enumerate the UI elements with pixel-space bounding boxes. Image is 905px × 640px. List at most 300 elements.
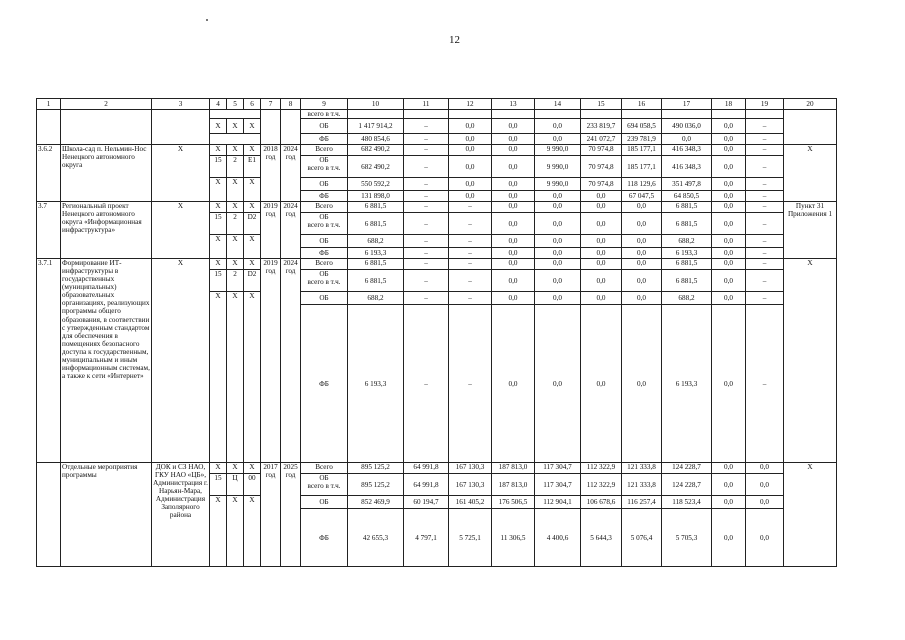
value-cell: 1 417 914,2 [348,119,404,134]
value-cell: 124 228,7 [662,474,712,496]
code-cell: 15 [210,156,227,178]
value-cell: – [746,292,784,305]
value-cell: 6 881,5 [662,270,712,292]
value-cell: 0,0 [712,509,746,567]
value-cell: 490 036,0 [662,119,712,134]
value-cell: 682 490,2 [348,145,404,156]
cell-year-end: 2025 год [281,463,301,567]
source-label: ФБ [301,305,348,463]
value-cell: – [404,213,449,235]
cell-year-start [261,110,281,145]
code-cell: 2 [227,213,244,235]
value-cell [449,110,492,119]
value-cell: 895 125,2 [348,463,404,474]
value-cell: 0,0 [622,259,662,270]
column-number: 4 [210,99,227,110]
column-number: 18 [712,99,746,110]
value-cell: 0,0 [712,305,746,463]
value-cell: – [746,134,784,145]
source-label: Всего [301,145,348,156]
value-cell: 121 333,8 [622,463,662,474]
column-number: 14 [535,99,581,110]
value-cell: 0,0 [535,248,581,259]
code-cell: Х [210,178,227,202]
value-cell: – [449,202,492,213]
value-cell: 0,0 [746,509,784,567]
value-cell: – [404,191,449,202]
value-cell: 0,0 [581,259,622,270]
value-cell: 0,0 [662,134,712,145]
value-cell: 0,0 [712,292,746,305]
value-cell: – [404,202,449,213]
value-cell: 64 850,5 [662,191,712,202]
value-cell: – [404,292,449,305]
source-label: ОБ [301,178,348,191]
code-cell: 15 [210,213,227,235]
code-cell: Х [244,496,261,567]
code-cell: Х [210,496,227,567]
value-cell: 852 469,9 [348,496,404,509]
code-cell: Х [244,178,261,202]
column-number: 7 [261,99,281,110]
code-cell: 2 [227,156,244,178]
value-cell: 5 076,4 [622,509,662,567]
value-cell: 64 991,8 [404,474,449,496]
value-cell: 187 813,0 [492,474,535,496]
source-label: ФБ [301,248,348,259]
source-label: ОБ [319,156,329,165]
value-cell: 0,0 [712,474,746,496]
column-number: 11 [404,99,449,110]
source-label: ОБ [301,496,348,509]
value-cell: 6 881,5 [348,270,404,292]
value-cell: 688,2 [348,292,404,305]
code-cell: Х [210,235,227,259]
column-number: 12 [449,99,492,110]
value-cell: 6 881,5 [662,213,712,235]
cell-year-start: 2018 год [261,145,281,202]
value-cell: 121 333,8 [622,474,662,496]
code-cell: 15 [210,270,227,292]
value-cell: 351 497,8 [662,178,712,191]
value-cell: – [449,270,492,292]
value-cell [712,110,746,119]
value-cell: 6 881,5 [348,259,404,270]
budget-table [36,98,837,567]
column-number: 10 [348,99,404,110]
source-label: ОБ [319,474,329,483]
table-row [37,259,837,270]
cell-year-start: 2019 год [261,259,281,463]
column-number: 5 [227,99,244,110]
value-cell: 6 881,5 [662,259,712,270]
value-cell: 9 990,0 [535,178,581,191]
value-cell: – [449,248,492,259]
value-cell [622,110,662,119]
cell-number: 3.6.2 [37,145,61,202]
value-cell: 0,0 [622,235,662,248]
value-cell: 233 819,7 [581,119,622,134]
value-cell: 0,0 [712,248,746,259]
value-cell: 0,0 [492,145,535,156]
value-cell: 895 125,2 [348,474,404,496]
cell-note [784,110,837,145]
value-cell: 6 193,3 [348,248,404,259]
value-cell: 112 322,9 [581,463,622,474]
value-cell [746,110,784,119]
code-cell: Х [210,463,227,474]
value-cell: 4 400,6 [535,509,581,567]
value-cell: 6 193,3 [348,305,404,463]
value-cell: 4 797,1 [404,509,449,567]
source-label: ОБ [301,292,348,305]
value-cell: 0,0 [622,292,662,305]
code-cell: Х [227,496,244,567]
value-cell: – [746,235,784,248]
cell-executor [152,110,210,145]
value-cell: 0,0 [449,191,492,202]
code-cell: Х [210,292,227,463]
value-cell: 0,0 [712,259,746,270]
code-cell: 00 [244,474,261,496]
value-cell: – [449,305,492,463]
value-cell: 0,0 [581,270,622,292]
source-label: Всего [301,463,348,474]
value-cell: – [746,119,784,134]
value-cell: 0,0 [492,213,535,235]
cell-name: Школа-сад п. Нельмин-Нос Ненецкого автономного округа [61,145,152,202]
value-cell: 416 348,3 [662,145,712,156]
value-cell: 0,0 [712,191,746,202]
code-cell: Х [227,145,244,156]
value-cell: 688,2 [662,292,712,305]
value-cell: 0,0 [712,463,746,474]
value-cell: – [746,202,784,213]
value-cell: 0,0 [492,248,535,259]
source-label: ФБ [301,509,348,567]
value-cell: 0,0 [492,259,535,270]
value-cell: 70 974,8 [581,178,622,191]
code-cell: Х [244,119,261,134]
value-cell: – [449,292,492,305]
code-cell: Х [210,119,227,134]
value-cell: 0,0 [712,178,746,191]
value-cell: 70 974,8 [581,145,622,156]
cell-name: Региональный проект Ненецкого автономного округа «Информационная инфраструктура» [61,202,152,259]
value-cell: 0,0 [712,202,746,213]
value-cell: 0,0 [492,134,535,145]
cell-number [37,463,61,567]
value-cell: 6 881,5 [348,213,404,235]
value-cell [662,110,712,119]
source-sublabel: всего в т.ч. [307,278,341,287]
value-cell: 0,0 [535,191,581,202]
source-label: Всего [301,259,348,270]
value-cell: 0,0 [535,213,581,235]
code-cell: Х [210,145,227,156]
column-number: 20 [784,99,837,110]
cell-year-end: 2024 год [281,145,301,202]
source-label: ОБ [319,270,329,279]
source-label: ФБ [301,191,348,202]
value-cell: 0,0 [449,119,492,134]
value-cell: 9 990,0 [535,156,581,178]
source-sublabel: всего в т.ч. [307,164,341,173]
value-cell: 0,0 [535,119,581,134]
value-cell: 112 322,9 [581,474,622,496]
column-number: 9 [301,99,348,110]
value-cell: 0,0 [492,270,535,292]
value-cell [404,110,449,119]
value-cell: 0,0 [492,191,535,202]
source-label: Всего [301,202,348,213]
value-cell: 0,0 [535,202,581,213]
value-cell: 6 193,3 [662,305,712,463]
code-cell: Х [227,463,244,474]
value-cell: 6 193,3 [662,248,712,259]
value-cell: 118 523,4 [662,496,712,509]
value-cell: – [404,156,449,178]
code-cell: D2 [244,213,261,235]
value-cell: 167 130,3 [449,463,492,474]
source-label: всего в т.ч. [301,110,348,119]
value-cell: 0,0 [712,156,746,178]
value-cell [492,110,535,119]
value-cell [535,110,581,119]
value-cell: 0,0 [712,235,746,248]
value-cell: 550 592,2 [348,178,404,191]
value-cell: 112 904,1 [535,496,581,509]
value-cell: 0,0 [492,202,535,213]
code-cell: Х [227,235,244,259]
value-cell: 0,0 [449,156,492,178]
value-cell: 9 990,0 [535,145,581,156]
value-cell: 0,0 [449,178,492,191]
value-cell: – [404,178,449,191]
value-cell: 0,0 [492,305,535,463]
value-cell: 688,2 [348,235,404,248]
value-cell: 5 705,3 [662,509,712,567]
value-cell: 167 130,3 [449,474,492,496]
source-label [301,270,348,292]
value-cell: 0,0 [746,463,784,474]
cell-year-start: 2017 год [261,463,281,567]
value-cell: 0,0 [581,305,622,463]
value-cell: 64 991,8 [404,463,449,474]
code-cell: Х [244,463,261,474]
cell-executor: Х [152,145,210,202]
value-cell: – [746,178,784,191]
value-cell: 0,0 [449,145,492,156]
cell-name: Отдельные мероприятия программы [61,463,152,567]
value-cell: – [746,248,784,259]
column-number: 17 [662,99,712,110]
code-cell: Е1 [244,156,261,178]
value-cell: – [404,248,449,259]
value-cell: 6 881,5 [348,202,404,213]
value-cell: 0,0 [581,191,622,202]
page-number: 12 [449,34,460,46]
source-label: ОБ [301,235,348,248]
value-cell: 0,0 [712,145,746,156]
value-cell: 0,0 [712,496,746,509]
table-row [37,110,837,119]
value-cell: 0,0 [622,213,662,235]
value-cell: 185 177,1 [622,145,662,156]
value-cell: – [449,235,492,248]
source-label [301,156,348,178]
value-cell [581,110,622,119]
value-cell: 42 655,3 [348,509,404,567]
value-cell: 0,0 [746,474,784,496]
column-number: 15 [581,99,622,110]
value-cell: 0,0 [535,259,581,270]
value-cell: 0,0 [535,305,581,463]
cell-executor: Х [152,259,210,463]
value-cell: – [746,191,784,202]
code-cell: Х [227,178,244,202]
value-cell: 480 854,6 [348,134,404,145]
code-cell: Х [210,259,227,270]
value-cell: 0,0 [492,235,535,248]
cell-number [37,110,61,145]
value-cell: 5 644,3 [581,509,622,567]
code-cell [210,134,261,145]
value-cell: 0,0 [535,235,581,248]
scan-dot [206,19,208,21]
cell-year-end [281,110,301,145]
code-cell: Ц [227,474,244,496]
code-cell: Х [227,119,244,134]
cell-executor: Х [152,202,210,259]
table-row [37,99,837,110]
column-number: 1 [37,99,61,110]
code-cell: Х [227,259,244,270]
value-cell: 0,0 [581,292,622,305]
value-cell: 0,0 [622,202,662,213]
value-cell: – [404,259,449,270]
code-cell: 15 [210,474,227,496]
table-row [37,463,837,474]
code-cell: 2 [227,270,244,292]
cell-name: Формирование ИТ-инфраструктуры в государственных (муниципальных) образовательных организациях, реализующих программы общего образования, в соответствии с утвержденным стандартом для обеспечения в помещениях безопасного доступа к государственным, муниципальным и иным информационным системам, а также к сети «Интернет» [61,259,152,463]
cell-year-end: 2024 год [281,259,301,463]
source-sublabel: всего в т.ч. [307,482,341,491]
value-cell: 0,0 [622,248,662,259]
column-number: 8 [281,99,301,110]
value-cell: 0,0 [492,119,535,134]
value-cell: 6 881,5 [662,202,712,213]
value-cell: – [404,145,449,156]
value-cell: 67 047,5 [622,191,662,202]
value-cell: 124 228,7 [662,463,712,474]
column-number: 3 [152,99,210,110]
value-cell: – [404,270,449,292]
value-cell: 688,2 [662,235,712,248]
source-label [301,213,348,235]
value-cell: 0,0 [712,119,746,134]
value-cell: 117 304,7 [535,474,581,496]
code-cell: Х [244,259,261,270]
table-row [37,145,837,156]
value-cell: 694 058,5 [622,119,662,134]
source-label: ФБ [301,134,348,145]
cell-name [61,110,152,145]
value-cell: 0,0 [449,134,492,145]
value-cell: 682 490,2 [348,156,404,178]
value-cell: 241 072,7 [581,134,622,145]
cell-codes [210,110,261,119]
code-cell: Х [244,292,261,463]
source-label: ОБ [319,213,329,222]
source-label: ОБ [301,119,348,134]
value-cell: 161 405,2 [449,496,492,509]
value-cell [348,110,404,119]
value-cell: 0,0 [492,156,535,178]
value-cell: 0,0 [712,270,746,292]
cell-note: Х [784,259,837,463]
value-cell: 70 974,8 [581,156,622,178]
value-cell: 0,0 [581,248,622,259]
cell-number: 3.7 [37,202,61,259]
value-cell: 60 194,7 [404,496,449,509]
cell-year-start: 2019 год [261,202,281,259]
value-cell: – [746,259,784,270]
value-cell: 185 177,1 [622,156,662,178]
cell-number: 3.7.1 [37,259,61,463]
value-cell: 118 129,6 [622,178,662,191]
value-cell: 0,0 [746,496,784,509]
column-number: 13 [492,99,535,110]
value-cell: – [404,305,449,463]
code-cell: Х [227,202,244,213]
value-cell: – [746,270,784,292]
value-cell: – [746,305,784,463]
value-cell: 0,0 [535,292,581,305]
cell-note: Пункт 31 Приложения 1 [784,202,837,259]
value-cell: 0,0 [712,213,746,235]
value-cell: 0,0 [535,270,581,292]
value-cell: 0,0 [492,292,535,305]
value-cell: 0,0 [622,270,662,292]
cell-note: Х [784,145,837,202]
value-cell: – [404,134,449,145]
code-cell: Х [210,202,227,213]
value-cell: 11 306,5 [492,509,535,567]
code-cell: Х [244,202,261,213]
value-cell: 131 898,0 [348,191,404,202]
source-label [301,474,348,496]
value-cell: 106 678,6 [581,496,622,509]
value-cell: 176 506,5 [492,496,535,509]
value-cell: 0,0 [535,134,581,145]
value-cell: – [404,119,449,134]
column-number: 19 [746,99,784,110]
code-cell: Х [244,235,261,259]
code-cell: D2 [244,270,261,292]
cell-executor: ДОК и СЗ НАО, ГКУ НАО «ЦБ», Администрация г. Нарьян-Мара, Администрация Заполярного района [152,463,210,567]
cell-note: Х [784,463,837,567]
code-cell: Х [227,292,244,463]
table-row [37,202,837,213]
value-cell: 0,0 [492,178,535,191]
column-number: 2 [61,99,152,110]
code-cell: Х [244,145,261,156]
value-cell: 5 725,1 [449,509,492,567]
column-number: 6 [244,99,261,110]
value-cell: 0,0 [581,235,622,248]
value-cell: – [449,213,492,235]
